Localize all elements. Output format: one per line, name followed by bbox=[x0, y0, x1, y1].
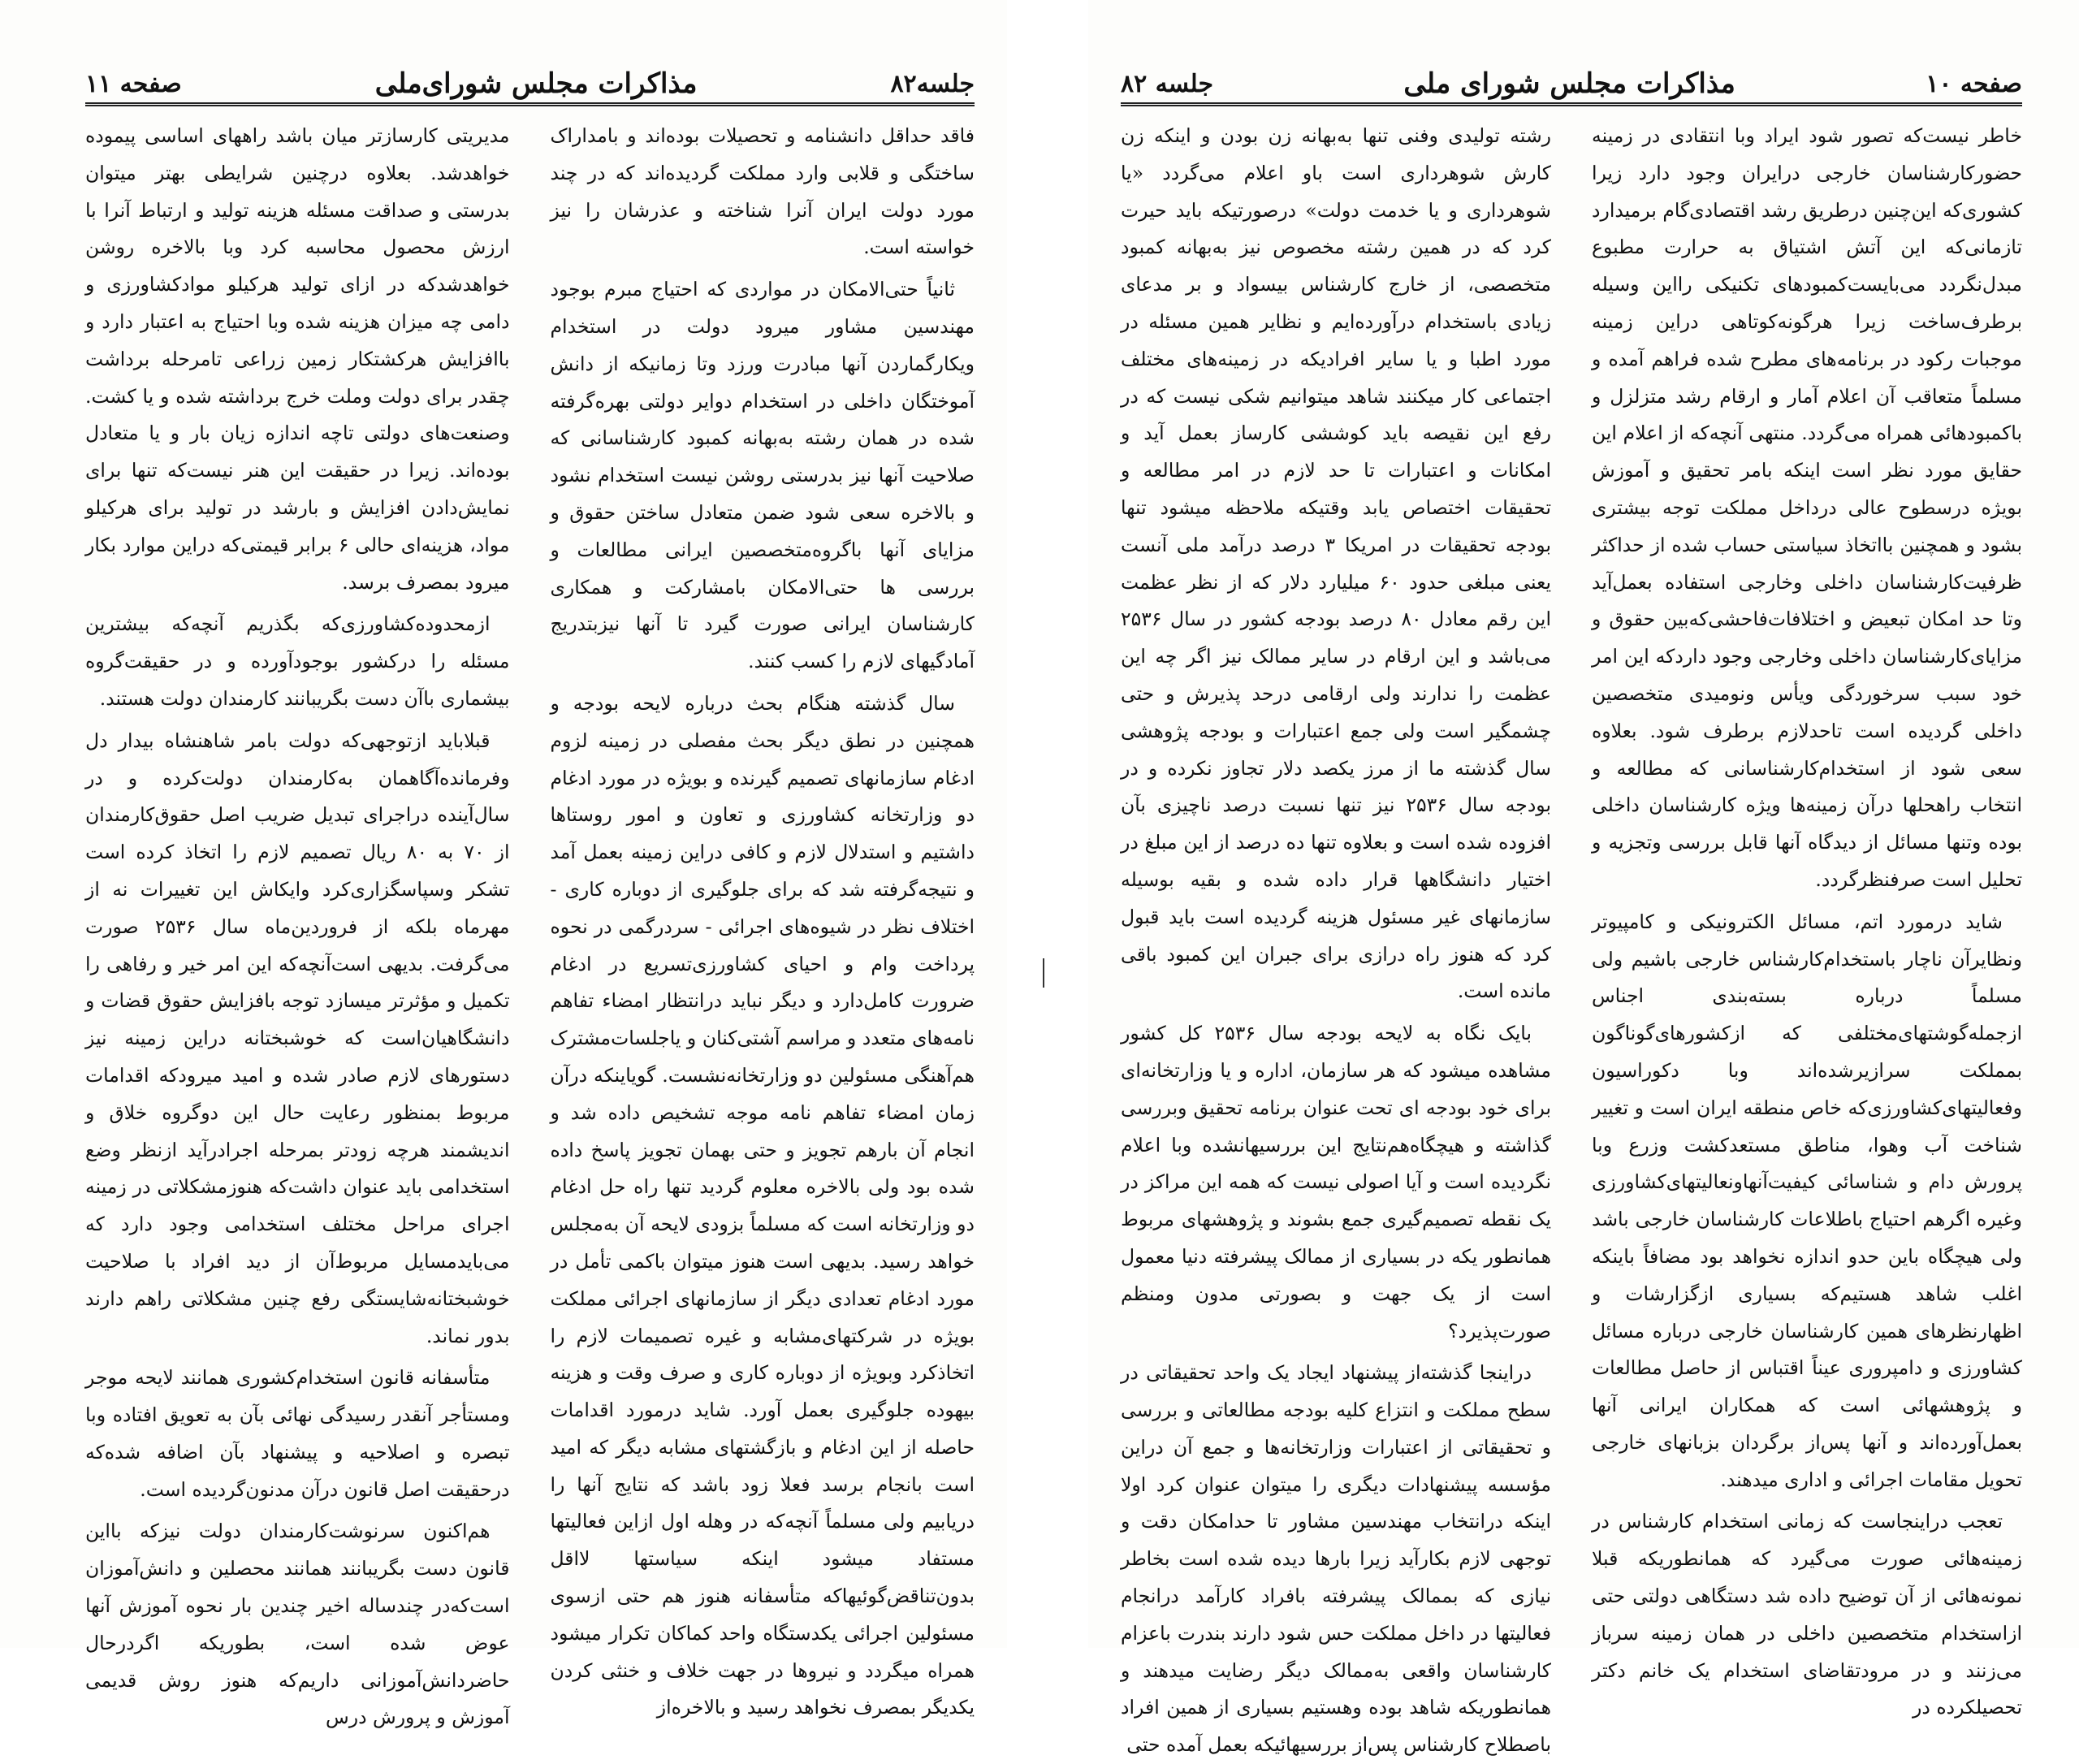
journal-title: مذاکرات مجلس شورای ملی bbox=[1403, 67, 1735, 100]
paragraph: تعجب دراینجاست که زمانی استخدام کارشناس در زمینه‌هائی صورت می‌گیرد که همانطوریکه قبلا نمونه‌هائی از آن توضیح داده شد دستگاهی دولتی حتی ازاستخدام متخصصین داخلی در همان زمینه سرباز می‌زنند و در مرودتقاضای استخدام یک خانم دکتر تحصیلکرده در bbox=[1592, 1510, 2022, 1719]
paragraph: خاطر نیست‌که تصور شود ایراد وبا انتقادی در زمینه حضورکارشناسان خارجی درایران وجود دارد زیرا کشوری‌که این‌چنین درطریق رشد اقتصادی‌گام برمیدارد تازمانی‌که این آتش اشتیاق به حرارت مطبوع مبدل‌نگردد می‌بایست‌کمبودهای تکنیکی رااین وسیله برطرف‌ساخت زیرا هرگونه‌کوتاهی دراین زمینه موجبات رکود در برنامه‌های مطرح شده فراهم آمده و مسلماً متعاقب آن اعلام آمار و ارقام رشد متزلزل و باکمبودهائی همراه می‌گردد. منتهی آنچه‌که از اعلام این حقایق مورد نظر است اینکه بامر تحقیق و آموزش بویژه درسطوح عالی درداخل مملکت توجه بیشتری بشود و همچنین بااتخاذ سیاستی حساب شده از حداکثر ظرفیت‌کارشناسان داخلی وخارجی استفاده بعمل‌آید وتا حد امکان تبعیض و اختلافات‌فاحشی‌که‌بین حقوق و مزایای‌کارشناسان داخلی وخارجی وجود دارد‌که این امر خود سبب سرخوردگی ویأس ونومیدی متخصصین داخلی گردیده است تاحدلازم برطرف شود. بعلاوه سعی شود از استخدام‌کارشناسانی که مطالعه و انتخاب راهحلها درآن زمینه‌ها ویژه کارشناسان داخلی بوده وتنها مسائل از دیدگاه آنها قابل بررسی وتجزیه و تحلیل است صرفنظرگردد. bbox=[1592, 124, 2022, 891]
paragraph: متأسفانه قانون استخدام‌کشوری همانند لایحه موجر ومستأجر آنقدر رسیدگی نهائی بآن به تعویق افتاده وبا تبصره و اصلاحیه و پیشنهاد بآن اضافه شده‌که درحقیقت اصل قانون درآن مدنون‌گردیده است. bbox=[85, 1366, 510, 1501]
gutter-mark bbox=[1043, 958, 1044, 988]
paragraph: رشته تولیدی وفنی تنها به‌بهانه زن بودن و اینکه زن کارش شوهرداری است باو اعلام می‌گردد «یا شوهرداری و یا خدمت دولت» درصورتیکه باید حیرت کرد که در همین رشته مخصوص نیز به‌بهانه کمبود متخصصی، از خارج کارشناس بیسواد و بر مدعای زیادی باستخدام درآورده‌ایم و نظایر همین مسئله در مورد اطبا و یا سایر افرادیکه در زمینه‌های مختلف اجتماعی کار میکنند شاهد میتوانیم شکی نیست که در رفع این نقیصه باید کوششی کارساز بعمل آید و امکانات و اعتبارات تا حد لازم در امر مطالعه و تحقیقات اختصاص یابد وقتیکه ملاحظه میشود تنها بودجه تحقیقات در امریکا ۳ درصد درآمد ملی آنست یعنی مبلغی حدود ۶۰ میلیارد دلار که از نظر عظمت این رقم معادل ۸۰ درصد بودجه کشور در سال ۲۵۳۶ می‌باشد و این ارقام در سایر ممالک نیز اگر چه این عظمت را ندارند ولی ارقامی درحد پذیرش و حتی چشمگیر است ولی جمع اعتبارات و بودجه پژوهشی سال گذشته ما از مرز یکصد دلار تجاوز نکرده و در بودجه سال ۲۵۳۶ نیز تنها نسبت درصد ناچیزی بآن افزوده شده است و بعلاوه تنها ده درصد از این مبلغ در اختیار دانشگاهها قرار داده شده و بقیه بوسیله سازمانهای غیر مسئول هزینه گردیده است باید قبول کرد که هنوز راه درازی برای جبران این کمبود باقی مانده است. bbox=[1121, 124, 1551, 1003]
paragraph: هم‌اکنون سرنوشت‌کارمندان دولت نیز‌که بااین قانون دست بگریبانند همانند محصلین و دانش‌آموزان است‌که‌در چندساله اخیر چندین بار نحوه آموزش آنها عوض شده است، بطوریکه اگردرحال حاضردانش‌آموزانی داریم‌که هنوز روش قدیمی آموزش و پرورش درس bbox=[85, 1520, 510, 1729]
page-header bbox=[85, 65, 975, 106]
paragraph: ازمحدوده‌کشاورزی‌که بگذریم آنچه‌که بیشترین مسئله را درکشور بوجودآورده و در حقیقت‌گروه بیشماری باآن دست بگریبانند کارمندان دولت هستند. bbox=[85, 612, 510, 710]
text-columns bbox=[1121, 118, 2022, 1757]
column-left bbox=[85, 118, 510, 1729]
page-number: صفحه ۱۱ bbox=[85, 69, 182, 98]
session-number: جلسه ۸۲ bbox=[1121, 69, 1214, 98]
paragraph: ثانیاً حتی‌الامکان در مواردی که احتیاج مبرم بوجود مهندسین مشاور میرود دولت در استخدام ویکارگماردن آنها مبادرت ورزد وتا زمانیکه از دانش آموختگان داخلی در استخدام دوایر دولتی بهره‌گرفته شده در همان رشته به‌بهانه کمبود کارشناسانی که صلاحیت آنها نیز بدرستی روشن نیست استخدام نشود و بالاخره سعی شود ضمن متعادل ساختن حقوق و مزایای آنها باگروه‌متخصصین ایرانی مطالعات و بررسی ها حتی‌الامکان بامشارکت و همکاری کارشناسان ایرانی صورت گیرد تا آنها نیزبتدریج آمادگیهای لازم را کسب کنند. bbox=[550, 278, 975, 673]
page-number: صفحه ۱۰ bbox=[1926, 69, 2022, 98]
session-number: جلسه۸۲ bbox=[890, 69, 975, 98]
page-header bbox=[1121, 65, 2022, 106]
page-10 bbox=[1088, 0, 2079, 1757]
paragraph: سال گذشته هنگام بحث درباره لایحه بودجه و همچنین در نطق دیگر بحث مفصلی در زمینه لزوم ادغام سازمانهای تصمیم گیرنده و بویژه در مورد ادغام دو وزارتخانه کشاورزی و تعاون و امور روستاها داشتیم و استدلال لازم و کافی دراین زمینه بعمل آمد و نتیجه‌گرفته شد که برای جلوگیری از دوباره کاری - اختلاف نظر در شیوه‌های اجرائی - سردرگمی در نحوه پرداخت وام و احیای کشاورزی‌تسریع در ادغام ضرورت کامل‌دارد و دیگر نباید درانتظار امضاء تفاهم نامه‌های متعدد و مراسم آشتی‌کنان و یاجلسات‌مشترک هم‌آهنگی مسئولین دو وزارتخانه‌نشست. گویاینکه درآن زمان امضاء تفاهم نامه موجه تشخیص داده شد و انجام آن بارهم تجویز و حتی بهمان تجویز پاسخ داده شده بود ولی بالاخره معلوم گردید تنها راه حل ادغام دو وزارتخانه است که مسلماً بزودی لایحه آن به‌مجلس خواهد رسید. بدیهی است هنوز میتوان باکمی تأمل در مورد ادغام تعدادی دیگر از سازمانهای اجرائی مملکت بویژه در شرکتهای‌مشابه و غیره تصمیمات لازم را اتخاذکرد وبویژه از دوباره کاری و صرف وقت و هزینه بیهوده جلوگیری بعمل آورد. شاید درمورد اقدامات حاصله از این ادغام و بازگشتهای مشابه دیگر که امید است بانجام برسد فعلا زود باشد که نتایج آنها را دریابیم ولی مسلماً آنچه‌که در وهله اول ازاین فعالیتها مستفاد میشود اینکه سیاستها لااقل بدون‌تناقض‌گوئیها‌که متأسفانه هنوز هم حتی ازسوی مسئولین اجرائی یکدستگاه واحد کماکان تکرار میشود همراه میگردد و نیروها در جهت خلاف و خنثی کردن یکدیگر بمصرف نخواهد رسید و بالاخره‌از bbox=[550, 691, 975, 1719]
journal-title: مذاکرات مجلس شورای‌ملی bbox=[374, 67, 698, 100]
paragraph: قبلاباید ازتوجهی‌که دولت بامر شاهنشاه بیدار دل وفرمانده‌آگاهمان به‌کارمندان دولت‌کرده و در سال‌آینده دراجرای تبدیل ضریب اصل حقوق‌کارمندان از ۷۰ به ۸۰ ریال تصمیم لازم را اتخاذ کرده است تشکر وسپاسگزاری‌کرد وایکاش این تغییرات نه از مهرماه بلکه از فروردین‌ماه سال ۲۵۳۶ صورت می‌گرفت. بدیهی است‌آنچه‌که این امر خیر و رفاهی را تکمیل و مؤثرتر میسازد توجه بافزایش حقوق قضات و دانشگاهیان‌است که خوشبختانه دراین زمینه نیز دستورهای لازم صادر شده و امید میرود‌که اقدامات مربوط بمنظور رعایت حال این دوگروه خلاق و اندیشمند هرچه زودتر بمرحله اجرادرآید ازنظر وضع استخدامی باید عنوان داشت‌که هنوزمشکلاتی در زمینه اجرای مراحل مختلف استخدامی وجود دارد که می‌بایدمسایل مربوط‌آن از دید افراد با صلاحیت خوشبختانه‌شایستگی رفع چنین مشکلاتی راهم دارند بدور نماند. bbox=[85, 729, 510, 1347]
paragraph: بایک نگاه به لایحه بودجه سال ۲۵۳۶ کل کشور مشاهده میشود که هر سازمان، اداره و یا وزارتخانه‌ای برای خود بودجه ای تحت عنوان برنامه تحقیق وبررسی گذاشته و هیچگاه‌هم‌نتایج این بررسیهانشده وبا اعلام نگردیده است و آیا اصولی نیست که همه این مراکز در یک نقطه تصمیم‌گیری جمع بشوند و پژوهشهای مربوط همانطور یکه در بسیاری از ممالک پیشرفته دنیا معمول است از یک جهت و بصورتی مدون ومنظم صورت‌پذیرد؟ bbox=[1121, 1022, 1551, 1342]
paragraph: مدیریتی کارسازتر میان باشد راههای اساسی پیموده خواهدشد. بعلاوه درچنین شرایطی بهتر میتوان بدرستی و صداقت مسئله هزینه تولید و ارتباط آنرا با ارزش محصول محاسبه کرد وبا بالاخره روشن خواهدشدکه در ازای تولید هرکیلو موادکشاورزی و دامی چه میزان هزینه شده وبا احتیاج به اعتبار دارد و باافزایش هرکشتکار زمین زراعی تامرحله برداشت چقدر برای دولت وملت خرج برداشته شده و یا کشت. وصنعت‌های دولتی تاچه اندازه زیان بار و یا متعادل بوده‌اند. زیرا در حقیقت این هنر نیست‌که تنها برای نمایش‌دادن افزایش و بارشد در تولید برای هرکیلو مواد، هزینه‌ای حالی ۶ برابر قیمتی‌که دراین موارد بکار میرود بمصرف برسد. bbox=[85, 124, 510, 594]
column-right bbox=[1592, 118, 2022, 1719]
paragraph: شاید درمورد اتم، مسائل الکترونیکی و کامپیوتر ونظایرآن ناچار باستخدام‌کارشناس خارجی باشیم ولی مسلماً درباره بسته‌بندی اجناس ازجمله‌گوشتهای‌مختلفی که ازکشورهای‌گوناگون بمملکت سرازیرشده‌اند وبا دکوراسیون وفعالیتهای‌کشاورزی‌که خاص منطقه ایران است و تغییر شناخت آب وهوا، مناطق مستعدکشت وزرع وبا پرورش دام و شناسائی کیفیت‌آنهاونعالیتهای‌کشاورزی وغیره اگرهم احتیاج باطلاعات کارشناسان خارجی باشد ولی هیچگاه باین حدو اندازه نخواهد بود مضافاً باینکه اغلب شاهد هستیم‌که بسیاری ازگزارشات و اظهارنظرهای همین کارشناسان خارجی درباره مسائل کشاورزی و دامپروری عیناً اقتباس از حاصل مطالعات و پژوهشهائی است که همکاران ایرانی آنها بعمل‌آورده‌اند و آنها پس‌از برگردان بزبانهای خارجی تحویل مقامات اجرائی و اداری میدهند. bbox=[1592, 910, 2022, 1491]
text-columns bbox=[85, 118, 975, 1729]
column-right bbox=[550, 118, 975, 1719]
paragraph: دراینجا گذشته‌از پیشنهاد ایجاد یک واحد تحقیقاتی در سطح مملکت و انتزاع کلیه بودجه مطالعاتی و بررسی و تحقیقاتی از اعتبارات وزارتخانه‌ها و جمع آن دراین مؤسسه پیشنهادات دیگری را میتوان عنوان کرد اولا اینکه درانتخاب مهندسین مشاور تا حدامکان دقت و توجهی لازم بکارآید زیرا بارها دیده شده است بخاطر نیازی که بممالک پیشرفته بافراد کارآمد درانجام فعالیتها در داخل مملکت حس شود دارند بندرت باعزام کارشناسان واقعی به‌ممالک دیگر رضایت میدهند و همانطوریکه شاهد بوده وهستیم بسیاری از همین افراد باصطلاح کارشناس پس‌از بررسیهائیکه بعمل آمده حتی bbox=[1121, 1361, 1551, 1757]
paragraph: فاقد حداقل دانشنامه و تحصیلات بوده‌اند و بامداراک ساختگی و قلابی وارد مملکت گردیده‌اند که در چند مورد دولت ایران آنرا شناخته و عذرشان را نیز خواسته است. bbox=[550, 124, 975, 259]
page-11 bbox=[0, 0, 1007, 1729]
column-left bbox=[1121, 118, 1551, 1757]
